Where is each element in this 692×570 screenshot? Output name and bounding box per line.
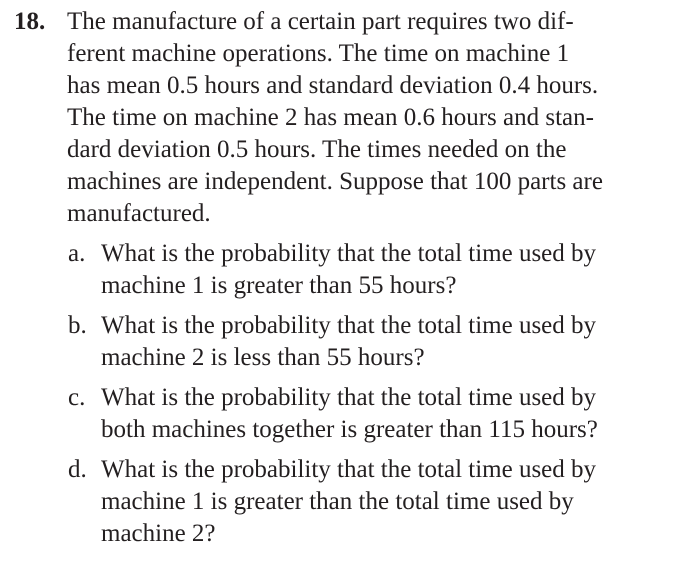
problem-stem-line-4: The time on machine 2 has mean 0.6 hours and stan- [67,104,594,131]
problem-stem-line-6: machines are independent. Suppose that 100 parts are [67,168,603,195]
problem-stem-line-1: The manufacture of a certain part requires two dif- [67,8,574,35]
part-d-line-1: What is the probability that the total time used by [101,456,597,483]
part-b-label: b. [68,312,87,339]
part-d-line-2: machine 1 is greater than the total time used by [101,488,574,515]
part-d-line-3: machine 2? [101,520,216,547]
problem-stem-line-5: dard deviation 0.5 hours. The times needed on the [67,136,567,163]
part-a-label: a. [68,240,86,267]
problem-number: 18. [14,8,46,35]
problem-stem-line-7: manufactured. [67,200,211,227]
part-b-line-1: What is the probability that the total time used by [101,312,597,339]
part-c-label: c. [68,384,86,411]
part-d-label: d. [68,456,87,483]
part-c-line-2: both machines together is greater than 115 hours? [101,416,598,443]
problem-stem-line-3: has mean 0.5 hours and standard deviation 0.4 hours. [67,72,599,99]
part-a-line-2: machine 1 is greater than 55 hours? [101,272,457,299]
part-a-line-1: What is the probability that the total time used by [101,240,597,267]
part-b-line-2: machine 2 is less than 55 hours? [101,344,425,371]
problem-stem-line-2: ferent machine operations. The time on machine 1 [67,40,570,67]
part-c-line-1: What is the probability that the total time used by [101,384,597,411]
